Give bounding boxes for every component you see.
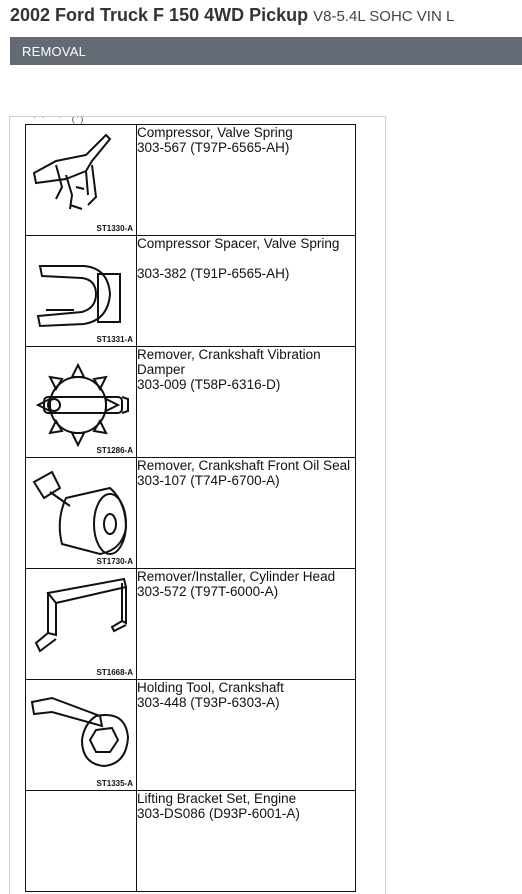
tool-code: ST1331-A [96, 335, 133, 344]
document-scan [9, 116, 386, 894]
tool-description-cell [137, 125, 356, 236]
damper-remover-icon [26, 347, 136, 457]
tool-illustration-cell [26, 125, 137, 236]
tool-code: ST1286-A [96, 446, 133, 455]
table-row [26, 458, 356, 569]
page-header [0, 0, 522, 36]
table-row [26, 569, 356, 680]
table-row [26, 236, 356, 347]
tool-name: Lifting Bracket Set, Engine [137, 791, 297, 806]
cropped-text-fragment: ' ' ' ( ' ) [34, 116, 84, 124]
tool-name: Remover, Crankshaft Front Oil Seal [137, 458, 351, 473]
cylinder-head-tool-icon [26, 569, 136, 679]
tool-name: Remover/Installer, Cylinder Head [137, 569, 336, 584]
tool-number: 303-107 (T74P-6700-A) [137, 473, 280, 488]
crankshaft-holding-tool-icon [26, 680, 136, 790]
table-row [26, 125, 356, 236]
vehicle-title: 2002 Ford Truck F 150 4WD Pickup [10, 5, 309, 25]
oil-seal-remover-icon [26, 458, 136, 568]
tool-number: 303-572 (T97T-6000-A) [137, 584, 279, 599]
tool-name: Remover, Crankshaft Vibration Damper [137, 347, 321, 377]
tool-code: ST1330-A [96, 224, 133, 233]
section-bar-label: REMOVAL [22, 44, 87, 59]
section-bar[interactable] [10, 37, 522, 65]
tool-number: 303-448 (T93P-6303-A) [137, 695, 280, 710]
tool-description-cell [137, 236, 356, 347]
tool-code: ST1668-A [96, 668, 133, 677]
tool-description-cell [137, 791, 356, 892]
tool-number: 303-DS086 (D93P-6001-A) [137, 806, 300, 821]
tool-illustration-cell [26, 680, 137, 791]
tool-description-cell [137, 680, 356, 791]
tool-code: ST1335-A [96, 779, 133, 788]
tool-description-cell [137, 569, 356, 680]
tool-illustration-cell [26, 458, 137, 569]
tool-illustration-cell [26, 791, 137, 892]
spacer [137, 251, 355, 266]
tool-number: 303-382 (T91P-6565-AH) [137, 266, 290, 281]
tool-name: Compressor Spacer, Valve Spring [137, 236, 340, 251]
tool-illustration-cell [26, 236, 137, 347]
table-row [26, 791, 356, 892]
table-row [26, 347, 356, 458]
tool-illustration-cell [26, 569, 137, 680]
engine-subtitle: V8-5.4L SOHC VIN L [313, 8, 455, 25]
valve-spring-compressor-icon [26, 125, 136, 235]
table-row [26, 680, 356, 791]
tool-number: 303-567 (T97P-6565-AH) [137, 140, 290, 155]
tool-number: 303-009 (T58P-6316-D) [137, 377, 281, 392]
tool-code: ST1730-A [96, 557, 133, 566]
special-tools-table [25, 124, 356, 892]
tool-illustration-cell [26, 347, 137, 458]
compressor-spacer-icon [26, 236, 136, 346]
tool-description-cell [137, 458, 356, 569]
tool-name: Compressor, Valve Spring [137, 125, 293, 140]
tool-name: Holding Tool, Crankshaft [137, 680, 284, 695]
tool-description-cell [137, 347, 356, 458]
page-title [10, 5, 454, 26]
